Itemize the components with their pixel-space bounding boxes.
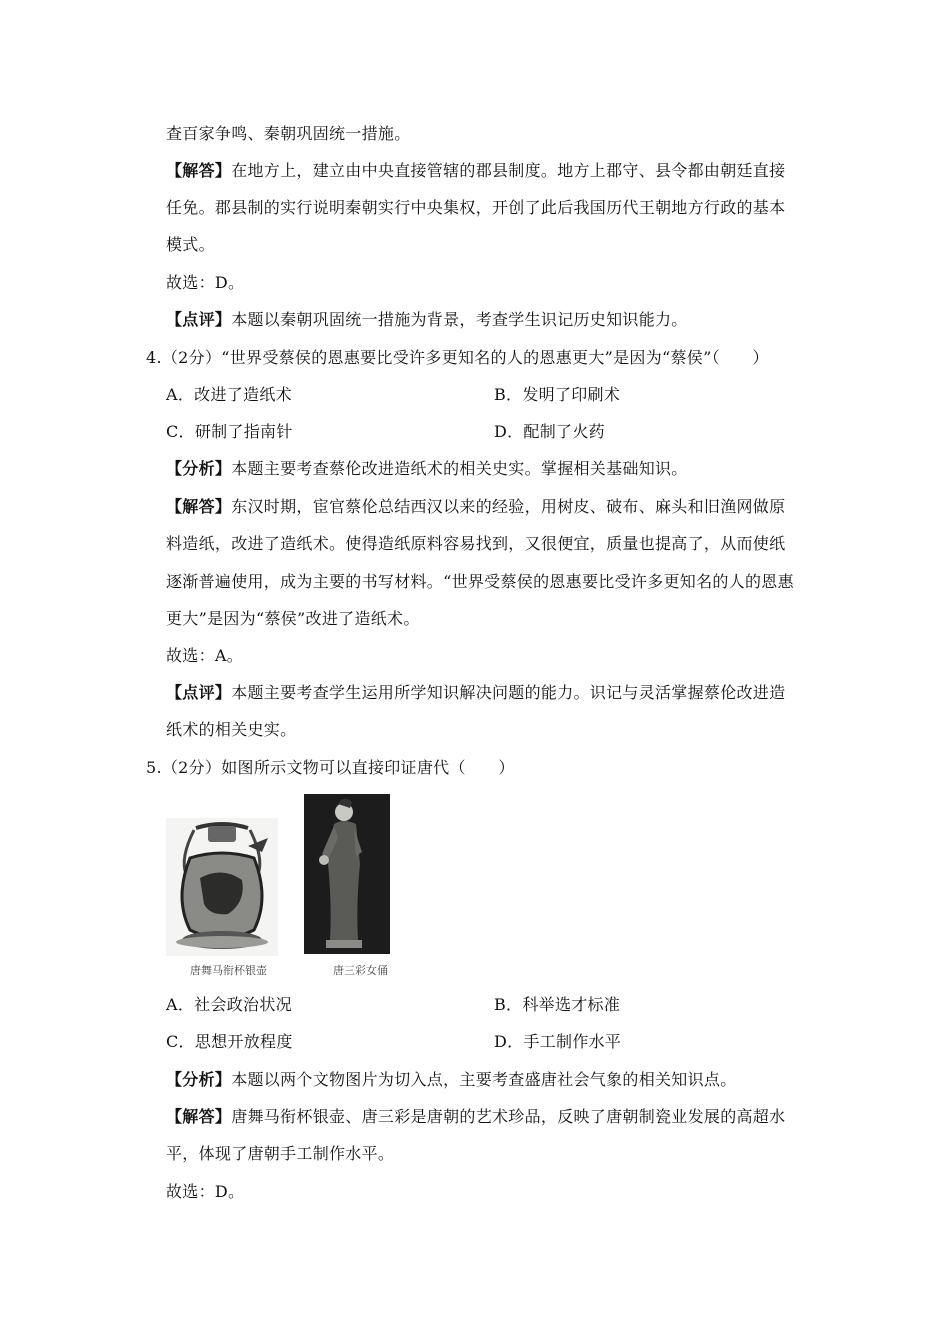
q3-answer-line-3: 模式。	[166, 235, 215, 254]
silver-pot-caption: 唐舞马衔杯银壶	[190, 964, 267, 977]
analysis-tag: 【分析】	[166, 459, 232, 478]
answer-tag: 【解答】	[166, 161, 232, 180]
q4-analysis: 【分析】本题主要考查蔡伦改进造纸术的相关史实。掌握相关基础知识。	[166, 459, 688, 478]
q3-choice: 故选：D。	[166, 273, 245, 292]
q4-option-d: D．配制了火药	[494, 422, 605, 441]
q5-answer-line-2: 平，体现了唐朝手工制作水平。	[166, 1144, 395, 1163]
q5-choice: 故选：D。	[166, 1182, 245, 1201]
q5-option-b: B．科举选才标准	[494, 995, 621, 1014]
q4-choice: 故选：A。	[166, 646, 244, 665]
answer-tag: 【解答】	[166, 1107, 232, 1126]
figurine-caption: 唐三彩女俑	[333, 964, 388, 977]
q4-answer-line-4: 更大”是因为“蔡侯”改进了造纸术。	[166, 609, 420, 628]
q5-stem: 5.（2分）如图所示文物可以直接印证唐代（ ）	[146, 758, 515, 777]
q5-answer-line-1: 【解答】唐舞马衔杯银壶、唐三彩是唐朝的艺术珍品，反映了唐朝制瓷业发展的高超水	[166, 1107, 786, 1126]
q4-answer-line-1: 【解答】东汉时期，宦官蔡伦总结西汉以来的经验，用树皮、破布、麻头和旧渔网做原	[166, 497, 786, 516]
q5-option-c: C．思想开放程度	[166, 1032, 293, 1051]
analysis-tag: 【分析】	[166, 1070, 232, 1089]
q4-review-line-2: 纸术的相关史实。	[166, 720, 297, 739]
review-tag: 【点评】	[166, 683, 232, 702]
answer-tag: 【解答】	[166, 497, 232, 516]
q3-answer-line-1: 【解答】在地方上，建立由中央直接管辖的郡县制度。地方上郡守、县令都由朝廷直接	[166, 161, 786, 180]
q3-answer-line-2: 任免。郡县制的实行说明秦朝实行中央集权，开创了此后我国历代王朝地方行政的基本	[166, 198, 786, 217]
silver-pot-image	[166, 818, 278, 956]
silver-pot-drawing	[166, 818, 278, 956]
q4-option-a: A．改进了造纸术	[166, 385, 292, 404]
figurine-image	[304, 794, 390, 954]
q3-analysis-continuation: 查百家争鸣、秦朝巩固统一措施。	[166, 124, 411, 143]
q4-option-b: B．发明了印刷术	[494, 385, 621, 404]
q4-option-c: C．研制了指南针	[166, 422, 293, 441]
q5-option-a: A．社会政治状况	[166, 995, 292, 1014]
q5-analysis: 【分析】本题以两个文物图片为切入点，主要考查盛唐社会气象的相关知识点。	[166, 1070, 737, 1089]
q4-stem: 4.（2分）“世界受蔡侯的恩惠要比受许多更知名的人的恩惠更大”是因为“蔡侯”（ ）	[146, 348, 769, 367]
q3-review: 【点评】本题以秦朝巩固统一措施为背景，考查学生识记历史知识能力。	[166, 310, 688, 329]
q5-option-d: D．手工制作水平	[494, 1032, 622, 1051]
figurine-drawing	[304, 794, 390, 954]
review-tag: 【点评】	[166, 310, 232, 329]
q4-answer-line-3: 逐渐普遍使用，成为主要的书写材料。“世界受蔡侯的恩惠要比受许多更知名的人的恩惠	[166, 572, 794, 591]
q4-review-line-1: 【点评】本题主要考查学生运用所学知识解决问题的能力。识记与灵活掌握蔡伦改进造	[166, 683, 786, 702]
q4-answer-line-2: 料造纸，改进了造纸术。使得造纸原料容易找到，又很便宜，质量也提高了，从而使纸	[166, 534, 786, 553]
